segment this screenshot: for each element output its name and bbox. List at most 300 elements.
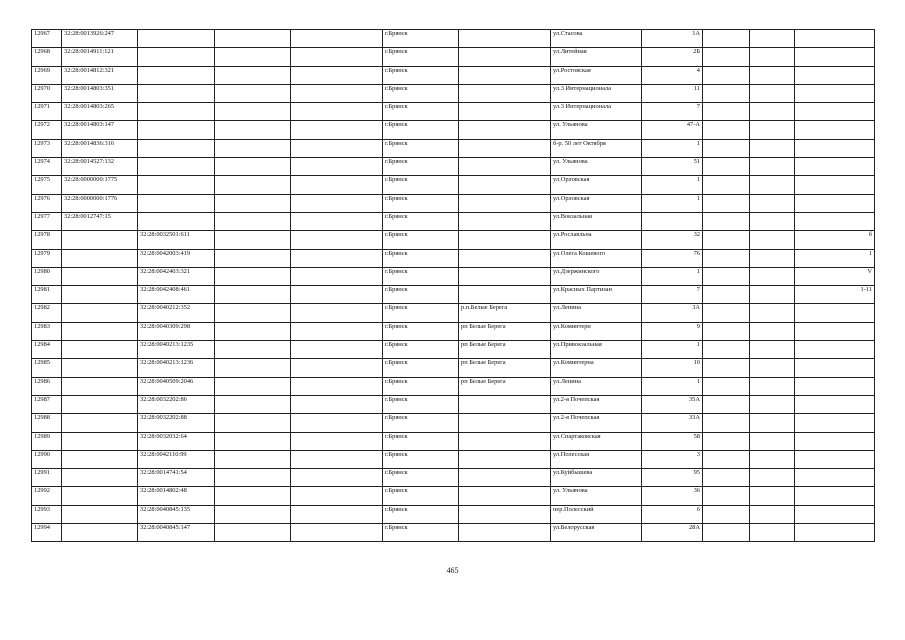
cadastral-number-2-cell — [138, 176, 215, 194]
street-cell: ул.Орловская — [551, 194, 642, 212]
cadastral-number-1-cell: 32:28:0014803:265 — [62, 103, 138, 121]
cadastral-number-2-cell: 32:28:0040213:1236 — [138, 359, 215, 377]
house-number-cell: 1 — [642, 194, 703, 212]
row-number-cell: 12968 — [32, 48, 62, 66]
cadastral-number-2-cell — [138, 139, 215, 157]
table-row — [32, 487, 875, 505]
table-row — [32, 450, 875, 468]
settlement-cell: рп Белые Берега — [459, 359, 551, 377]
empty-cell-d — [750, 377, 795, 395]
street-cell: ул.3 Интернационала — [551, 84, 642, 102]
row-number-cell: 12989 — [32, 432, 62, 450]
cadastral-number-1-cell: 32:28:0014836:316 — [62, 139, 138, 157]
cadastral-number-2-cell — [138, 158, 215, 176]
row-number-cell: 12992 — [32, 487, 62, 505]
empty-cell-b — [291, 231, 383, 249]
empty-cell-b — [291, 103, 383, 121]
cadastral-number-1-cell — [62, 322, 138, 340]
row-number-cell: 12984 — [32, 341, 62, 359]
settlement-cell — [459, 48, 551, 66]
cadastral-number-2-cell — [138, 66, 215, 84]
apartment-cell — [795, 487, 875, 505]
cadastral-number-2-cell: 32:28:0042408:461 — [138, 286, 215, 304]
empty-cell-d — [750, 322, 795, 340]
city-cell: г.Брянск — [383, 505, 459, 523]
empty-cell-b — [291, 30, 383, 48]
cadastral-number-1-cell: 32:28:0014803:351 — [62, 84, 138, 102]
row-number-cell: 12994 — [32, 524, 62, 542]
empty-cell-a — [215, 121, 291, 139]
table-body — [32, 30, 875, 542]
cadastral-number-2-cell: 32:28:0014802:48 — [138, 487, 215, 505]
empty-cell-a — [215, 30, 291, 48]
settlement-cell — [459, 103, 551, 121]
empty-cell-a — [215, 267, 291, 285]
settlement-cell — [459, 121, 551, 139]
empty-cell-c — [703, 158, 750, 176]
row-number-cell: 12987 — [32, 395, 62, 413]
cadastral-number-2-cell: 32:28:0040309:298 — [138, 322, 215, 340]
apartment-cell: V — [795, 267, 875, 285]
table-row — [32, 30, 875, 48]
city-cell: г.Брянск — [383, 304, 459, 322]
row-number-cell: 12971 — [32, 103, 62, 121]
street-cell: ул.Вокзальная — [551, 212, 642, 230]
cadastral-number-2-cell: 32:28:0032202:86 — [138, 395, 215, 413]
table-row — [32, 505, 875, 523]
apartment-cell — [795, 103, 875, 121]
empty-cell-c — [703, 450, 750, 468]
cadastral-number-1-cell — [62, 249, 138, 267]
empty-cell-b — [291, 432, 383, 450]
empty-cell-b — [291, 139, 383, 157]
city-cell: г.Брянск — [383, 30, 459, 48]
empty-cell-b — [291, 286, 383, 304]
empty-cell-d — [750, 30, 795, 48]
empty-cell-b — [291, 304, 383, 322]
row-number-cell: 12978 — [32, 231, 62, 249]
cadastral-number-1-cell — [62, 414, 138, 432]
settlement-cell: рп Белые Берега — [459, 377, 551, 395]
settlement-cell — [459, 524, 551, 542]
cadastral-number-2-cell: 32:28:0040212:352 — [138, 304, 215, 322]
house-number-cell: 95 — [642, 469, 703, 487]
row-number-cell: 12993 — [32, 505, 62, 523]
settlement-cell — [459, 30, 551, 48]
empty-cell-c — [703, 341, 750, 359]
registry-table — [31, 29, 875, 542]
row-number-cell: 12980 — [32, 267, 62, 285]
cadastral-number-1-cell — [62, 469, 138, 487]
empty-cell-a — [215, 249, 291, 267]
house-number-cell: 7 — [642, 103, 703, 121]
empty-cell-d — [750, 286, 795, 304]
cadastral-number-2-cell — [138, 121, 215, 139]
house-number-cell: 33А — [642, 414, 703, 432]
street-cell: б-р. 50 лет Октября — [551, 139, 642, 157]
street-cell: ул.Олега Кошевого — [551, 249, 642, 267]
street-cell: ул.Стасова — [551, 30, 642, 48]
settlement-cell: рп Белые Берега — [459, 322, 551, 340]
street-cell: пер.Полесский — [551, 505, 642, 523]
city-cell: г.Брянск — [383, 194, 459, 212]
empty-cell-a — [215, 48, 291, 66]
city-cell: г.Брянск — [383, 524, 459, 542]
empty-cell-c — [703, 139, 750, 157]
cadastral-number-2-cell: 32:28:0042110:99 — [138, 450, 215, 468]
street-cell: ул.Куйбышева — [551, 469, 642, 487]
house-number-cell: 1 — [642, 139, 703, 157]
table-row — [32, 158, 875, 176]
apartment-cell — [795, 304, 875, 322]
street-cell: ул.Белорусская — [551, 524, 642, 542]
empty-cell-c — [703, 524, 750, 542]
empty-cell-b — [291, 505, 383, 523]
empty-cell-a — [215, 341, 291, 359]
settlement-cell — [459, 414, 551, 432]
table-row — [32, 469, 875, 487]
cadastral-number-1-cell — [62, 377, 138, 395]
house-number-cell: 58 — [642, 432, 703, 450]
row-number-cell: 12985 — [32, 359, 62, 377]
city-cell: г.Брянск — [383, 249, 459, 267]
table-row — [32, 359, 875, 377]
street-cell: ул.Рославльна — [551, 231, 642, 249]
cadastral-number-1-cell: 32:28:0014812:321 — [62, 66, 138, 84]
house-number-cell: 32 — [642, 231, 703, 249]
empty-cell-d — [750, 487, 795, 505]
page-number: 465 — [446, 566, 459, 575]
empty-cell-b — [291, 414, 383, 432]
settlement-cell — [459, 286, 551, 304]
cadastral-number-2-cell: 32:28:0014741:54 — [138, 469, 215, 487]
apartment-cell — [795, 322, 875, 340]
city-cell: г.Брянск — [383, 414, 459, 432]
empty-cell-b — [291, 450, 383, 468]
empty-cell-a — [215, 66, 291, 84]
apartment-cell — [795, 139, 875, 157]
cadastral-number-2-cell — [138, 30, 215, 48]
empty-cell-a — [215, 322, 291, 340]
settlement-cell — [459, 450, 551, 468]
empty-cell-d — [750, 414, 795, 432]
row-number-cell: 12986 — [32, 377, 62, 395]
settlement-cell — [459, 487, 551, 505]
empty-cell-d — [750, 66, 795, 84]
table-row — [32, 414, 875, 432]
cadastral-number-2-cell: 32:28:0040509:2046 — [138, 377, 215, 395]
settlement-cell — [459, 212, 551, 230]
settlement-cell — [459, 249, 551, 267]
house-number-cell: 47-А — [642, 121, 703, 139]
empty-cell-b — [291, 524, 383, 542]
empty-cell-a — [215, 304, 291, 322]
empty-cell-b — [291, 176, 383, 194]
empty-cell-d — [750, 395, 795, 413]
street-cell: ул.Коминтерн — [551, 322, 642, 340]
cadastral-number-1-cell — [62, 341, 138, 359]
empty-cell-c — [703, 121, 750, 139]
cadastral-number-2-cell: 32:28:0042003:419 — [138, 249, 215, 267]
empty-cell-b — [291, 212, 383, 230]
apartment-cell — [795, 341, 875, 359]
empty-cell-b — [291, 322, 383, 340]
apartment-cell — [795, 158, 875, 176]
row-number-cell: 12974 — [32, 158, 62, 176]
table-row — [32, 322, 875, 340]
apartment-cell — [795, 469, 875, 487]
house-number-cell: 1 — [642, 377, 703, 395]
table-row — [32, 176, 875, 194]
empty-cell-a — [215, 432, 291, 450]
street-cell: ул.Дзержинского — [551, 267, 642, 285]
street-cell: ул.Коминтерна — [551, 359, 642, 377]
city-cell: г.Брянск — [383, 66, 459, 84]
empty-cell-c — [703, 487, 750, 505]
empty-cell-d — [750, 505, 795, 523]
city-cell: г.Брянск — [383, 231, 459, 249]
cadastral-number-1-cell — [62, 432, 138, 450]
house-number-cell: 28А — [642, 524, 703, 542]
city-cell: г.Брянск — [383, 158, 459, 176]
cadastral-number-2-cell: 32:28:0040845:147 — [138, 524, 215, 542]
empty-cell-d — [750, 176, 795, 194]
cadastral-number-2-cell — [138, 103, 215, 121]
table-row — [32, 84, 875, 102]
city-cell: г.Брянск — [383, 286, 459, 304]
empty-cell-c — [703, 377, 750, 395]
street-cell: ул.Полесская — [551, 450, 642, 468]
cadastral-number-1-cell — [62, 267, 138, 285]
empty-cell-b — [291, 121, 383, 139]
empty-cell-b — [291, 487, 383, 505]
settlement-cell: р.п.Белые Берега — [459, 304, 551, 322]
house-number-cell: 3А — [642, 304, 703, 322]
empty-cell-a — [215, 231, 291, 249]
settlement-cell — [459, 469, 551, 487]
cadastral-number-1-cell: 32:28:0000000:1775 — [62, 176, 138, 194]
cadastral-number-1-cell — [62, 286, 138, 304]
street-cell: ул.2-я Почепская — [551, 414, 642, 432]
empty-cell-c — [703, 359, 750, 377]
city-cell: г.Брянск — [383, 395, 459, 413]
empty-cell-a — [215, 194, 291, 212]
empty-cell-d — [750, 432, 795, 450]
empty-cell-b — [291, 194, 383, 212]
cadastral-number-2-cell — [138, 194, 215, 212]
empty-cell-a — [215, 286, 291, 304]
empty-cell-b — [291, 267, 383, 285]
city-cell: г.Брянск — [383, 176, 459, 194]
empty-cell-c — [703, 267, 750, 285]
apartment-cell: 1-11 — [795, 286, 875, 304]
city-cell: г.Брянск — [383, 341, 459, 359]
apartment-cell — [795, 450, 875, 468]
empty-cell-a — [215, 414, 291, 432]
empty-cell-c — [703, 286, 750, 304]
cadastral-number-1-cell: 32:28:0014911:121 — [62, 48, 138, 66]
settlement-cell: рп Белые Берега — [459, 341, 551, 359]
apartment-cell — [795, 121, 875, 139]
empty-cell-c — [703, 84, 750, 102]
empty-cell-b — [291, 469, 383, 487]
apartment-cell — [795, 30, 875, 48]
cadastral-number-1-cell — [62, 231, 138, 249]
cadastral-number-1-cell: 32:28:0014803:147 — [62, 121, 138, 139]
city-cell: г.Брянск — [383, 432, 459, 450]
street-cell: ул.Ростовская — [551, 66, 642, 84]
apartment-cell — [795, 524, 875, 542]
city-cell: г.Брянск — [383, 377, 459, 395]
city-cell: г.Брянск — [383, 487, 459, 505]
row-number-cell: 12976 — [32, 194, 62, 212]
city-cell: г.Брянск — [383, 48, 459, 66]
empty-cell-c — [703, 66, 750, 84]
empty-cell-a — [215, 395, 291, 413]
apartment-cell — [795, 414, 875, 432]
cadastral-number-1-cell: 32:28:0014527:132 — [62, 158, 138, 176]
apartment-cell — [795, 395, 875, 413]
city-cell: г.Брянск — [383, 139, 459, 157]
apartment-cell — [795, 377, 875, 395]
empty-cell-d — [750, 103, 795, 121]
settlement-cell — [459, 139, 551, 157]
house-number-cell: 6 — [642, 505, 703, 523]
empty-cell-b — [291, 377, 383, 395]
cadastral-number-1-cell — [62, 505, 138, 523]
cadastral-number-1-cell — [62, 450, 138, 468]
cadastral-number-2-cell: 32:28:0032032:64 — [138, 432, 215, 450]
empty-cell-a — [215, 176, 291, 194]
apartment-cell — [795, 48, 875, 66]
table-row — [32, 286, 875, 304]
cadastral-number-2-cell — [138, 84, 215, 102]
row-number-cell: 12983 — [32, 322, 62, 340]
empty-cell-b — [291, 158, 383, 176]
empty-cell-d — [750, 341, 795, 359]
table-row — [32, 139, 875, 157]
table-row — [32, 395, 875, 413]
table-row — [32, 48, 875, 66]
house-number-cell — [642, 212, 703, 230]
empty-cell-c — [703, 194, 750, 212]
empty-cell-c — [703, 469, 750, 487]
table-row — [32, 249, 875, 267]
table-row — [32, 103, 875, 121]
city-cell: г.Брянск — [383, 322, 459, 340]
empty-cell-c — [703, 30, 750, 48]
empty-cell-c — [703, 322, 750, 340]
table-row — [32, 194, 875, 212]
cadastral-number-2-cell: 32:28:0032202:88 — [138, 414, 215, 432]
cadastral-number-2-cell: 32:28:0042403:321 — [138, 267, 215, 285]
empty-cell-a — [215, 212, 291, 230]
city-cell: г.Брянск — [383, 103, 459, 121]
table-row — [32, 231, 875, 249]
street-cell: ул.3 Интернационала — [551, 103, 642, 121]
street-cell: ул.Орловская — [551, 176, 642, 194]
settlement-cell — [459, 231, 551, 249]
house-number-cell: 1 — [642, 267, 703, 285]
empty-cell-d — [750, 212, 795, 230]
street-cell: ул.2-я Почепская — [551, 395, 642, 413]
cadastral-number-1-cell: 32:28:0000000:1776 — [62, 194, 138, 212]
apartment-cell: 1 — [795, 249, 875, 267]
house-number-cell: 1 — [642, 341, 703, 359]
apartment-cell — [795, 194, 875, 212]
empty-cell-a — [215, 103, 291, 121]
cadastral-number-2-cell — [138, 212, 215, 230]
apartment-cell — [795, 66, 875, 84]
house-number-cell: 36 — [642, 487, 703, 505]
street-cell: ул.Ленина — [551, 377, 642, 395]
settlement-cell — [459, 432, 551, 450]
house-number-cell: 1 — [642, 176, 703, 194]
city-cell: г.Брянск — [383, 359, 459, 377]
empty-cell-d — [750, 359, 795, 377]
apartment-cell — [795, 432, 875, 450]
house-number-cell: 35А — [642, 395, 703, 413]
house-number-cell: 76 — [642, 249, 703, 267]
cadastral-number-1-cell: 32:28:0013926:247 — [62, 30, 138, 48]
empty-cell-a — [215, 469, 291, 487]
city-cell: г.Брянск — [383, 212, 459, 230]
row-number-cell: 12981 — [32, 286, 62, 304]
empty-cell-d — [750, 121, 795, 139]
empty-cell-c — [703, 505, 750, 523]
row-number-cell: 12988 — [32, 414, 62, 432]
empty-cell-b — [291, 84, 383, 102]
house-number-cell: 51 — [642, 158, 703, 176]
empty-cell-d — [750, 267, 795, 285]
row-number-cell: 12969 — [32, 66, 62, 84]
street-cell: ул.Литейная — [551, 48, 642, 66]
cadastral-number-1-cell — [62, 359, 138, 377]
row-number-cell: 12979 — [32, 249, 62, 267]
empty-cell-d — [750, 84, 795, 102]
settlement-cell — [459, 66, 551, 84]
empty-cell-d — [750, 450, 795, 468]
empty-cell-d — [750, 469, 795, 487]
cadastral-number-1-cell — [62, 304, 138, 322]
city-cell: г.Брянск — [383, 121, 459, 139]
house-number-cell: 1А — [642, 30, 703, 48]
table-row — [32, 341, 875, 359]
city-cell: г.Брянск — [383, 84, 459, 102]
empty-cell-c — [703, 414, 750, 432]
empty-cell-a — [215, 377, 291, 395]
empty-cell-b — [291, 395, 383, 413]
street-cell: ул.Красных Партизан — [551, 286, 642, 304]
street-cell: ул.Спартаковская — [551, 432, 642, 450]
house-number-cell: 11 — [642, 84, 703, 102]
cadastral-number-1-cell — [62, 524, 138, 542]
settlement-cell — [459, 267, 551, 285]
empty-cell-a — [215, 84, 291, 102]
table-row — [32, 377, 875, 395]
apartment-cell — [795, 359, 875, 377]
table-row — [32, 304, 875, 322]
empty-cell-d — [750, 48, 795, 66]
row-number-cell: 12975 — [32, 176, 62, 194]
cadastral-number-1-cell: 32:28:0012747:15 — [62, 212, 138, 230]
empty-cell-a — [215, 158, 291, 176]
empty-cell-d — [750, 524, 795, 542]
street-cell: ул. Ульянова — [551, 121, 642, 139]
row-number-cell: 12977 — [32, 212, 62, 230]
city-cell: г.Брянск — [383, 267, 459, 285]
empty-cell-a — [215, 359, 291, 377]
